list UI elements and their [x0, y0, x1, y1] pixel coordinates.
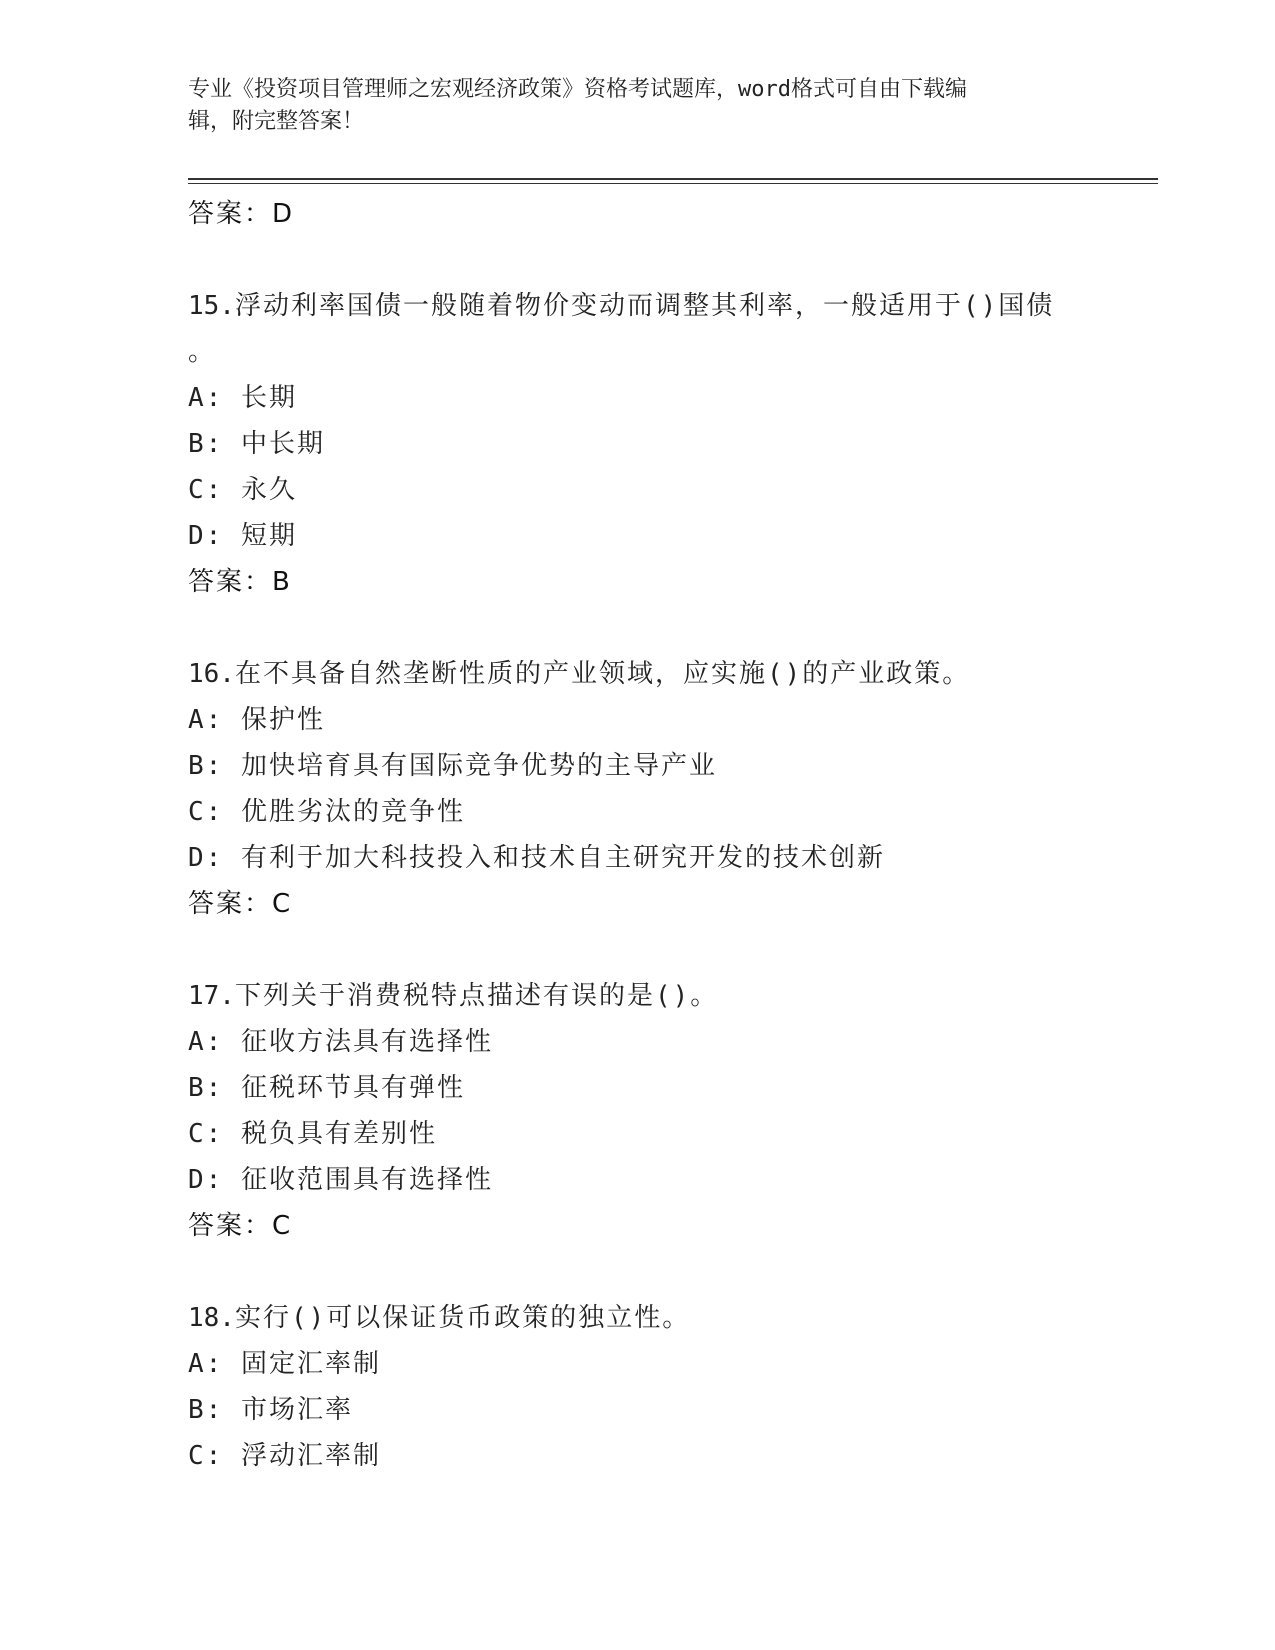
- option-a: A: 长期: [188, 383, 297, 413]
- option-b: B: 征税环节具有弹性: [188, 1073, 465, 1103]
- option-a: A: 保护性: [188, 705, 325, 735]
- header-line-2: 辑，附完整答案！: [188, 109, 365, 134]
- option-c: C: 优胜劣汰的竞争性: [188, 797, 465, 827]
- header-divider-thick: [188, 178, 1158, 180]
- question-text: 浮动利率国债一般随着物价变动而调整其利率，一般适用于()国债: [234, 291, 1055, 321]
- question-16: [188, 651, 1088, 927]
- spacer: [188, 605, 1088, 651]
- previous-answer: 答案：D: [188, 199, 295, 229]
- question-17: [188, 973, 1088, 1249]
- option-b: B: 市场汇率: [188, 1395, 353, 1425]
- question-stem: [188, 973, 1088, 1019]
- question-stem: [188, 1295, 1088, 1341]
- question-stem: [188, 651, 1088, 697]
- option-d: D: 有利于加大科技投入和技术自主研究开发的技术创新: [188, 843, 885, 873]
- question-number: 17.: [188, 981, 235, 1011]
- question-list: [188, 191, 1088, 1479]
- answer: 答案：C: [188, 889, 293, 919]
- question-number: 15.: [188, 291, 235, 321]
- answer: 答案：B: [188, 567, 292, 597]
- option-d: D: 短期: [188, 521, 297, 551]
- question-15: [188, 283, 1088, 605]
- document-header: [188, 74, 1068, 138]
- option-d: D: 征收范围具有选择性: [188, 1165, 493, 1195]
- spacer: [188, 927, 1088, 973]
- question-stem-continued: 。: [188, 337, 217, 367]
- question-number: 18.: [188, 1303, 235, 1333]
- option-a: A: 固定汇率制: [188, 1349, 381, 1379]
- option-a: A: 征收方法具有选择性: [188, 1027, 493, 1057]
- spacer: [188, 237, 1088, 283]
- option-c: C: 税负具有差别性: [188, 1119, 437, 1149]
- option-c: C: 浮动汇率制: [188, 1441, 381, 1471]
- question-text: 实行()可以保证货币政策的独立性。: [234, 1303, 691, 1333]
- question-stem: [188, 283, 1088, 329]
- answer: 答案：C: [188, 1211, 293, 1241]
- question-number: 16.: [188, 659, 235, 689]
- question-text: 在不具备自然垄断性质的产业领域，应实施()的产业政策。: [234, 659, 971, 689]
- header-divider-thin: [188, 183, 1158, 184]
- spacer: [188, 1249, 1088, 1295]
- header-line-1: 专业《投资项目管理师之宏观经济政策》资格考试题库，word格式可自由下载编: [188, 77, 967, 102]
- question-text: 下列关于消费税特点描述有误的是()。: [234, 981, 719, 1011]
- option-b: B: 加快培育具有国际竞争优势的主导产业: [188, 751, 717, 781]
- option-b: B: 中长期: [188, 429, 325, 459]
- question-18: [188, 1295, 1088, 1479]
- option-c: C: 永久: [188, 475, 297, 505]
